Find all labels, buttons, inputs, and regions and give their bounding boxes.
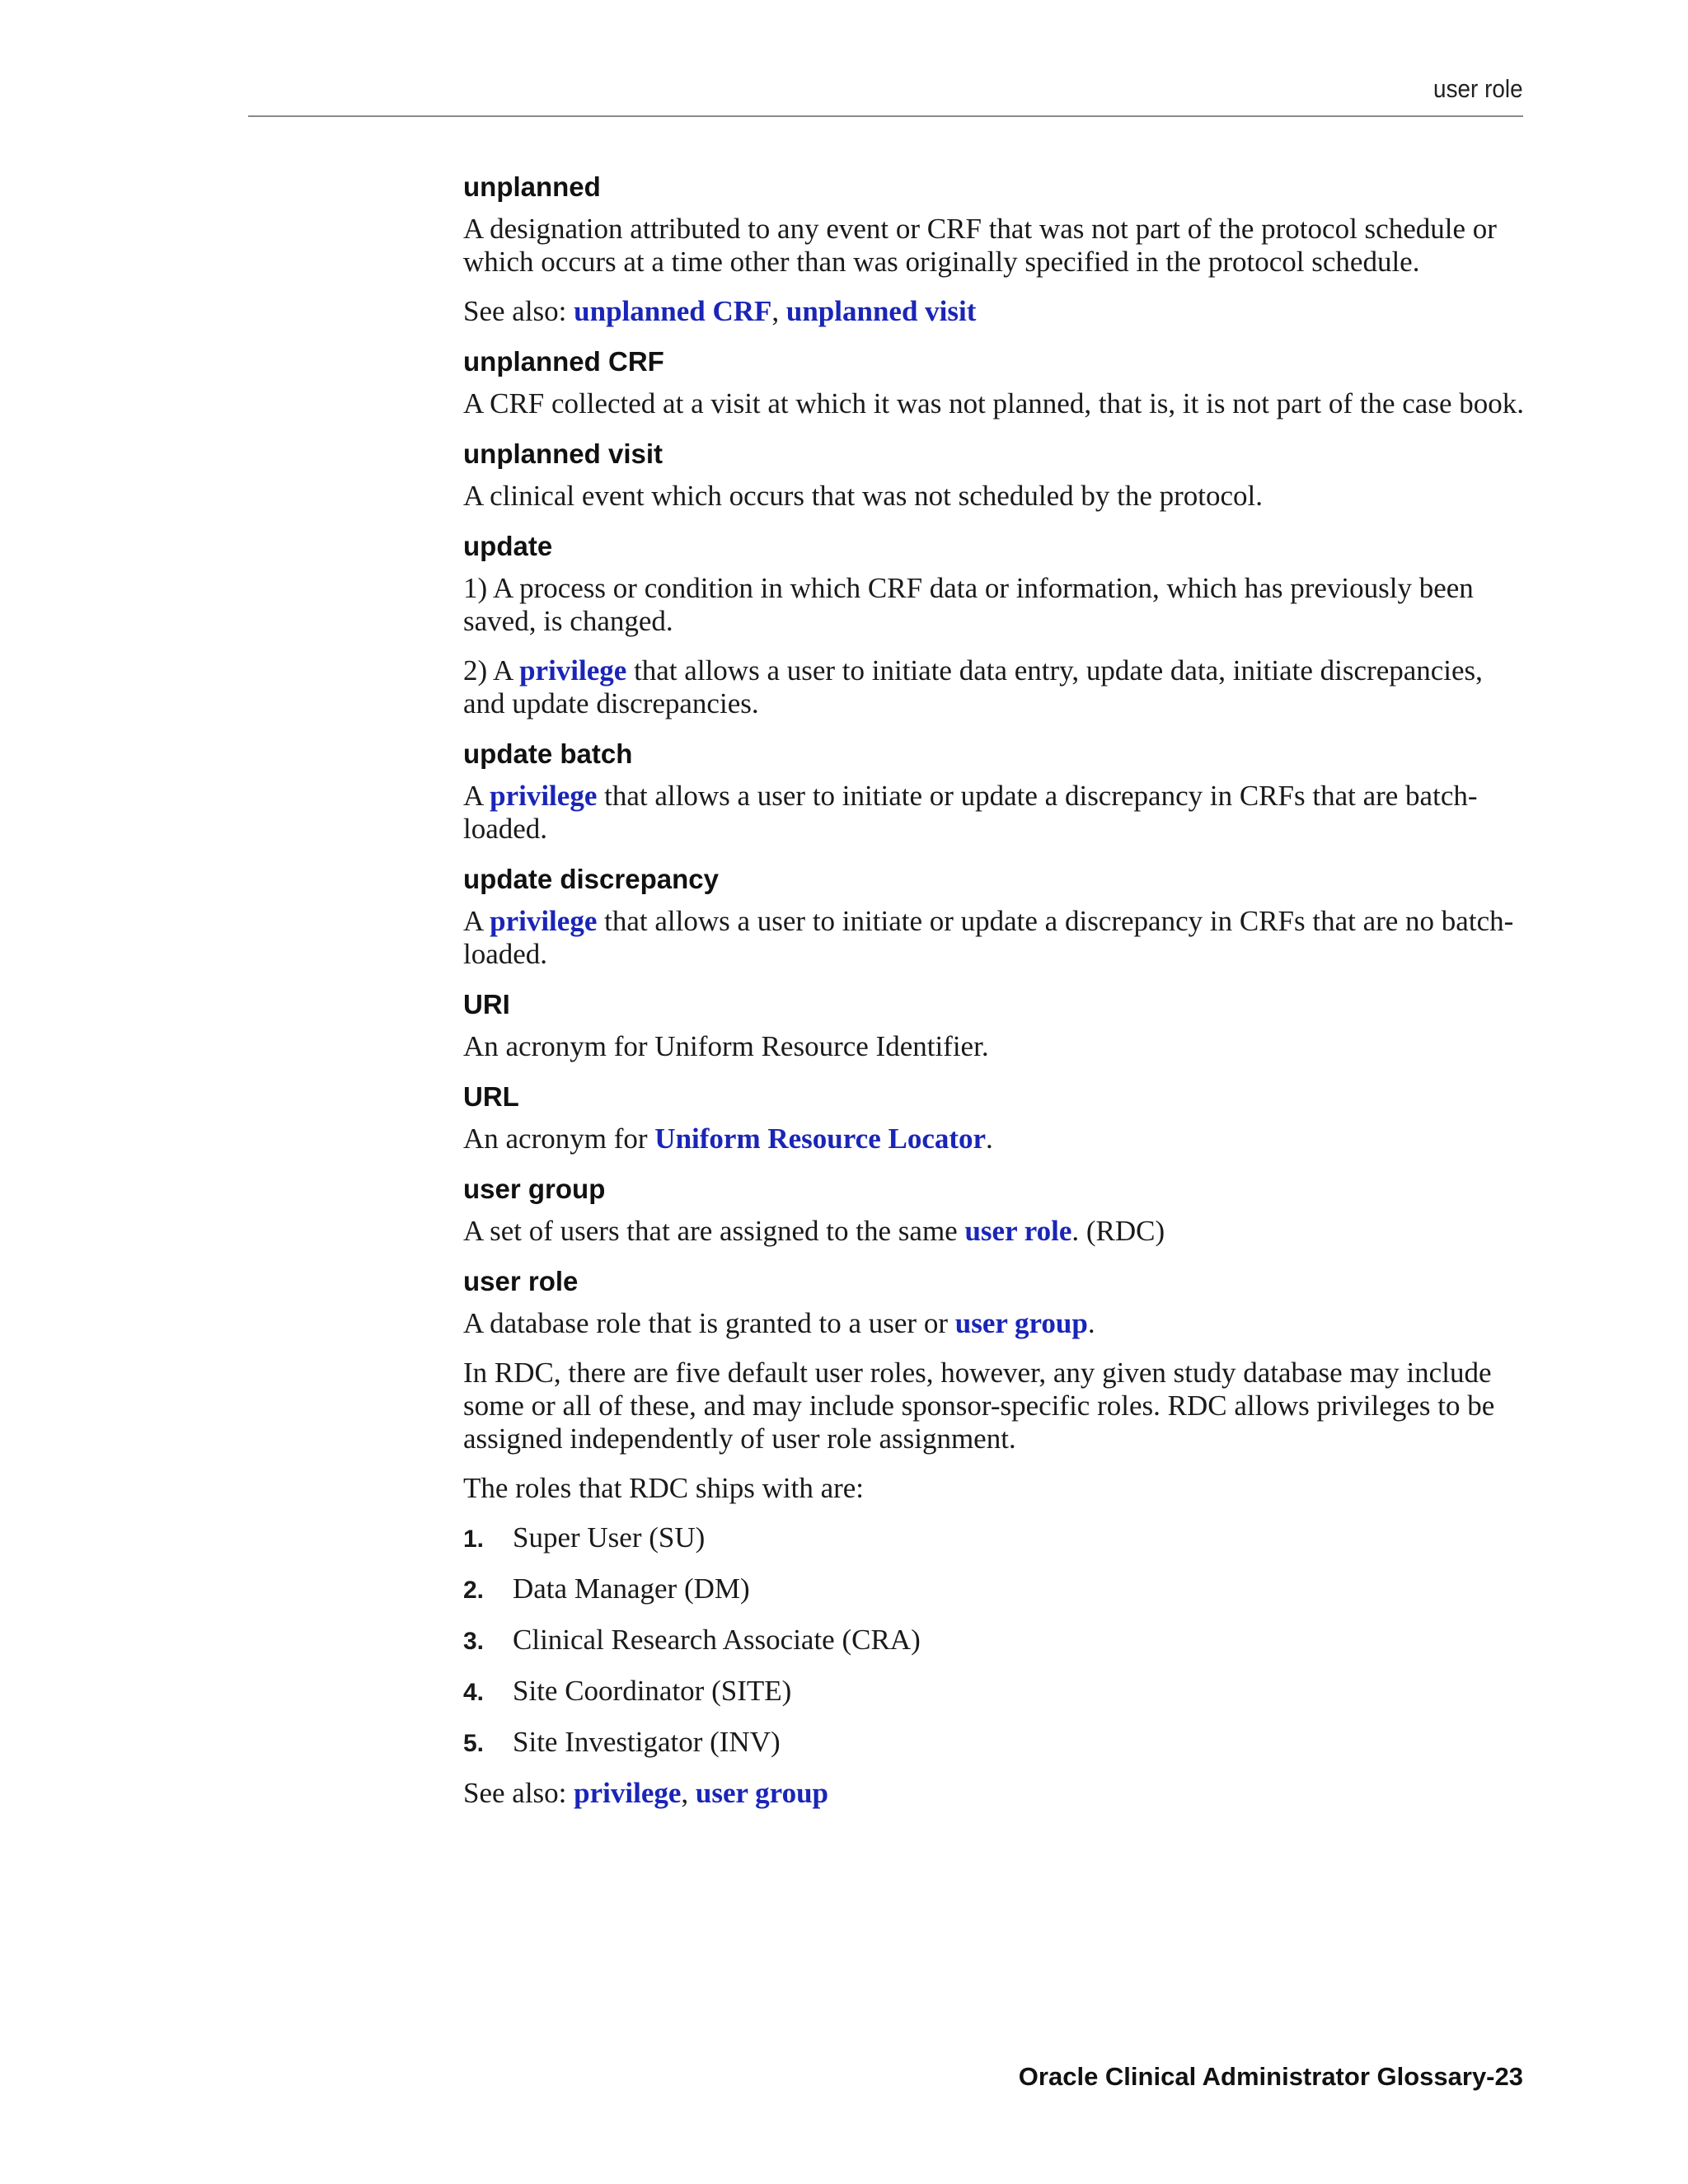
running-header: user role — [1433, 74, 1523, 103]
link-unplanned-crf[interactable]: unplanned CRF — [574, 295, 772, 327]
term-definition — [463, 905, 1526, 971]
link-user-group[interactable]: user group — [695, 1777, 828, 1809]
link-unplanned-visit[interactable]: unplanned visit — [785, 295, 977, 327]
list-text: Clinical Research Associate (CRA) — [513, 1624, 921, 1656]
glossary-entry-update-batch — [463, 737, 1526, 846]
glossary-entry-update-discrepancy — [463, 862, 1526, 971]
term-heading: URI — [463, 989, 510, 1019]
term-heading: update batch — [463, 738, 633, 769]
link-uniform-resource-locator[interactable]: Uniform Resource Locator — [654, 1122, 987, 1155]
link-privilege[interactable]: privilege — [490, 780, 598, 812]
term-heading: unplanned visit — [463, 438, 663, 469]
link-user-role[interactable]: user role — [964, 1215, 1072, 1247]
term-definition: A clinical event which occurs that was not scheduled by the protocol. — [463, 480, 1264, 512]
glossary-entry-url — [463, 1080, 1526, 1155]
term-definition: 1) A process or condition in which CRF data or information, which has previously been saved, is changed. — [463, 572, 1474, 637]
list-number: 5. — [463, 1730, 485, 1757]
list-number: 1. — [463, 1526, 485, 1553]
roles-list — [463, 1521, 1526, 1760]
see-also-label: See also: — [463, 1777, 574, 1809]
glossary-entry-unplanned — [463, 170, 1526, 328]
term-heading: unplanned — [463, 171, 601, 202]
header-rule — [248, 115, 1523, 117]
term-definition — [463, 1307, 1526, 1340]
link-privilege[interactable]: privilege — [574, 1777, 682, 1809]
term-heading: update discrepancy — [463, 864, 719, 894]
list-number: 3. — [463, 1628, 485, 1655]
list-text: Site Coordinator (SITE) — [513, 1675, 792, 1707]
glossary-entry-user-group — [463, 1172, 1526, 1248]
term-definition-2: In RDC, there are five default user roles, however, any given study database may include some or all of these, and may include sponsor-specific roles. RDC allows privileges to be assigned independently of user role assignment. — [463, 1357, 1495, 1455]
term-definition — [463, 1215, 1526, 1248]
list-item — [463, 1675, 1526, 1709]
term-heading: update — [463, 531, 553, 561]
list-text: Site Investigator (INV) — [513, 1726, 781, 1758]
text-run: 2) A — [463, 654, 520, 687]
text-run: . — [1087, 1307, 1095, 1339]
glossary-entry-uri — [463, 987, 1526, 1063]
text-run: . — [986, 1122, 993, 1155]
glossary-entry-update — [463, 529, 1526, 720]
separator: , — [681, 1777, 696, 1809]
text-run: A database role that is granted to a user or — [463, 1307, 955, 1339]
text-run: A set of users that are assigned to the same — [463, 1215, 965, 1247]
term-definition: A CRF collected at a visit at which it was not planned, that is, it is not part of the case book. — [463, 387, 1524, 419]
list-text: Super User (SU) — [513, 1521, 706, 1554]
term-definition: A designation attributed to any event or CRF that was not part of the protocol schedule or which occurs at a time other than was originally specified in the protocol schedule. — [463, 213, 1497, 278]
text-run: A — [463, 780, 490, 812]
text-run: that allows a user to initiate or update a discrepancy in CRFs that are batch-loaded. — [463, 780, 1478, 845]
list-item — [463, 1521, 1526, 1556]
list-number: 2. — [463, 1577, 485, 1604]
link-privilege[interactable]: privilege — [519, 654, 627, 687]
list-number: 4. — [463, 1679, 485, 1706]
text-run: . (RDC) — [1071, 1215, 1165, 1247]
list-text: Data Manager (DM) — [513, 1572, 750, 1605]
term-definition-2 — [463, 654, 1526, 720]
see-also — [463, 1777, 1526, 1810]
text-run: that allows a user to initiate data entry, update data, initiate discrepancies, and update discrepancies. — [463, 654, 1483, 719]
link-privilege[interactable]: privilege — [490, 905, 598, 937]
text-run: A — [463, 905, 490, 937]
list-item — [463, 1572, 1526, 1607]
separator: , — [771, 295, 786, 327]
term-definition — [463, 1122, 1526, 1155]
list-item — [463, 1726, 1526, 1760]
text-run: that allows a user to initiate or update a discrepancy in CRFs that are no batch-loaded. — [463, 905, 1514, 970]
page-footer: Oracle Clinical Administrator Glossary-23 — [1018, 2062, 1523, 2091]
term-definition-3: The roles that RDC ships with are: — [463, 1472, 865, 1504]
term-definition: An acronym for Uniform Resource Identifier. — [463, 1030, 989, 1062]
term-heading: unplanned CRF — [463, 346, 664, 377]
term-heading: URL — [463, 1081, 519, 1112]
text-run: An acronym for — [463, 1122, 655, 1155]
glossary-entry-unplanned-visit — [463, 437, 1526, 513]
see-also — [463, 295, 1526, 328]
list-item — [463, 1624, 1526, 1658]
link-user-group[interactable]: user group — [954, 1307, 1088, 1339]
glossary-entry-user-role — [463, 1264, 1526, 1810]
glossary-entry-unplanned-crf — [463, 344, 1526, 420]
term-heading: user role — [463, 1266, 579, 1296]
glossary-content — [463, 170, 1526, 1826]
term-definition — [463, 780, 1526, 846]
see-also-label: See also: — [463, 295, 574, 327]
term-heading: user group — [463, 1174, 606, 1204]
